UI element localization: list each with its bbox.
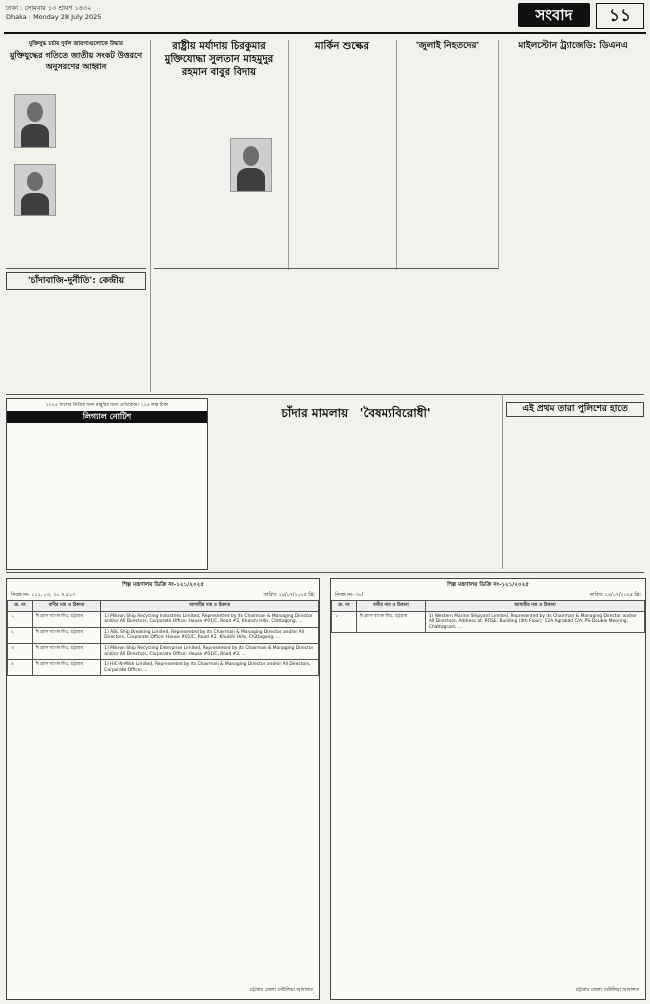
table-cell: ঈ গ্ল্যাস ব্যাংক লিঃ, চট্টগ্রাম xyxy=(32,660,100,676)
masthead-logo xyxy=(518,3,590,27)
table-cell: ঈ গ্ল্যাস ব্যাংক লিঃ, চট্টগ্রাম xyxy=(32,643,100,659)
column-header: আসামীর নাম ও ঠিকানা xyxy=(101,601,319,612)
divider xyxy=(6,268,146,269)
masthead-date-en: Dhaka : Monday 28 July 2025 xyxy=(6,13,102,21)
table-cell: ৩ xyxy=(8,643,33,659)
table-caption: শিল্প মন্ত্রণালয় ডিক্রি নং-১২১/২০২৫ xyxy=(122,582,204,588)
article-body xyxy=(154,138,226,263)
portrait-photo xyxy=(14,164,56,216)
table-cell: ৪ xyxy=(8,660,33,676)
legal-notice-title: লিগ্যাল নোটিশ xyxy=(7,411,207,423)
column-header: বাদীর নাম ও ঠিকানা xyxy=(357,601,426,612)
article-headline: 'জুলাই নিহতদের' xyxy=(415,41,480,51)
table-row xyxy=(8,627,319,643)
divider xyxy=(6,572,644,573)
data-table xyxy=(7,600,319,676)
article-headline: মাইলস্টোন ট্র্যাজেডি: ডিএনএ xyxy=(518,41,628,51)
headline-part: 'বৈষম্যবিরোধী' xyxy=(359,406,431,420)
table-cell: ১ xyxy=(332,611,357,633)
article-headline: এই প্রথম তারা পুলিশের হাতে xyxy=(506,402,644,417)
article-july-victims xyxy=(400,40,495,265)
masthead-rule xyxy=(4,32,646,34)
table-cell: 1) HIC-N-Mikk Limited, Represented by its Chairman & Managing Director and/or All Directors, Corporate Office: ... xyxy=(101,660,319,676)
column-header: ক্র. নং xyxy=(332,601,357,612)
article-body xyxy=(292,60,392,260)
court-notice-table-right xyxy=(330,578,646,1000)
article-milestone xyxy=(502,40,644,390)
divider xyxy=(6,394,644,395)
article-us-tariff xyxy=(292,40,392,265)
article-body xyxy=(400,60,495,260)
column-header: আসামীর নাম ও ঠিকানা xyxy=(425,601,644,612)
article-body xyxy=(6,296,146,388)
table-row xyxy=(8,643,319,659)
headline-part: চাঁদার মামলায় xyxy=(281,406,349,420)
column-divider xyxy=(150,40,151,392)
portrait-photo xyxy=(14,94,56,148)
article-extortion-case xyxy=(154,272,498,390)
table-row xyxy=(332,611,645,633)
article-headline xyxy=(214,402,498,424)
table-row xyxy=(8,611,319,627)
article-headline: মুক্তিযুদ্ধের গতিতে জাতীয় সংকট উত্তরণে অনুসরণের আহ্বান xyxy=(9,51,143,71)
table-cell: ২ xyxy=(8,627,33,643)
page-number xyxy=(596,3,644,29)
column-header: বাদীর নাম ও ঠিকানা xyxy=(32,601,100,612)
table-cell: ১ xyxy=(8,611,33,627)
section-extortion xyxy=(214,402,498,562)
page-number-text: ১১ xyxy=(608,6,632,26)
legal-notice-header: ২০২৫ সালের ডিগ্রির সনদ মঞ্জুরির জন্য প্রতিবেদন। ১১৪ লক্ষ টাকা xyxy=(45,403,169,408)
article-body xyxy=(506,424,644,564)
table-footer: চট্টগ্রাম জেলা দেউলিয়া আদালত xyxy=(249,988,313,993)
table-cell: 1) Mikron Ship Recycling Enterprise Limited, Represented by its Chairman & Managing Director and/or All Directors, Corporate Office: House #01/C, Road #2, ... xyxy=(101,643,319,659)
table-memo: নিবন্ধ নং- ১২২, ০৩, ৩০ ও ৫১৩ xyxy=(11,593,76,598)
table-cell: ঈ গ্ল্যাস ব্যাংক লিঃ, চট্টগ্রাম xyxy=(357,611,426,633)
article-body xyxy=(154,272,314,388)
portrait-photo xyxy=(230,138,272,192)
column-header: ক্র. নং xyxy=(8,601,33,612)
article-body xyxy=(58,94,146,264)
masthead-logo-text: সংবাদ xyxy=(535,6,573,24)
column-divider xyxy=(498,40,499,270)
article-headline: 'চাঁদাবাজি-দুর্নীতি': কেন্দ্রীয় xyxy=(6,272,146,290)
data-table xyxy=(331,600,645,633)
court-notice-table-left xyxy=(6,578,320,1000)
table-cell: 1) ABL Ship Breaking Limited, Represented by its Chairman & Managing Director and/or All Directors, Corporate Office: House #01/C, Road #2, Khulshi Hills, Chittagong, ... xyxy=(101,627,319,643)
article-body xyxy=(502,60,644,386)
legal-notice xyxy=(6,398,208,570)
article-headline: রাষ্ট্রীয় মর্যাদায় চিরকুমার মুক্তিযোদ্ধা সুলতান মাহমুদুর রহমান বাবুর বিদায় xyxy=(164,41,274,78)
table-date: তারিখ: ২৪/০৭/২০২৫ খ্রি: xyxy=(589,593,641,598)
table-row xyxy=(8,660,319,676)
article-body xyxy=(338,272,498,388)
article-body xyxy=(214,430,498,560)
article-police xyxy=(506,402,644,567)
table-cell: ঈ গ্ল্যাস ব্যাংক লিঃ, চট্টগ্রাম xyxy=(32,611,100,627)
divider xyxy=(154,268,498,269)
masthead xyxy=(0,0,650,34)
table-cell: 1) Western Marine Shipyard Limited, Represented by its Chairman & Managing Director and/or All Directors, Address at: ROSE, Building (4th Floor), 12A Agrabad C/A, PS-Double Mooring, Chattogram, ... xyxy=(425,611,644,633)
article-state-honour xyxy=(154,40,284,265)
article-freedom-fighter xyxy=(6,40,146,265)
table-date: তারিখ: ২৪/০৭/২০২৫ খ্রি: xyxy=(263,593,315,598)
column-divider xyxy=(288,40,289,270)
table-cell: 1) Mikron Ship Recycling Industries Limited, Represented by its Chairman & Managing Director and/or All Directors, Corporate Office: House #01/C, Road #2, Khulshi Hills, Chittagong, ... xyxy=(101,611,319,627)
article-chandabaji xyxy=(6,272,146,392)
column-divider xyxy=(396,40,397,270)
article-kicker: মুক্তিযুদ্ধ চর্চায় দুর্বল জায়গাগুলোকে উদ্ধার xyxy=(29,41,123,47)
article-headline: মার্কিন শুল্কের xyxy=(315,41,369,52)
table-footer: চট্টগ্রাম জেলা দেউলিয়া আদালত xyxy=(575,988,639,993)
legal-notice-body xyxy=(11,427,203,565)
table-cell: ঈ গ্ল্যাস ব্যাংক লিঃ, চট্টগ্রাম xyxy=(32,627,100,643)
column-divider xyxy=(502,394,503,569)
table-caption: শিল্প মন্ত্রণালয় ডিক্রি নং-১২১/২০২৫ xyxy=(447,582,529,588)
masthead-date-bn: ঢাকা : সোমবার ১৩ শ্রাবণ ১৪৩২ xyxy=(6,4,92,12)
table-memo: নিবন্ধ নং- ৩০/ xyxy=(335,593,364,598)
